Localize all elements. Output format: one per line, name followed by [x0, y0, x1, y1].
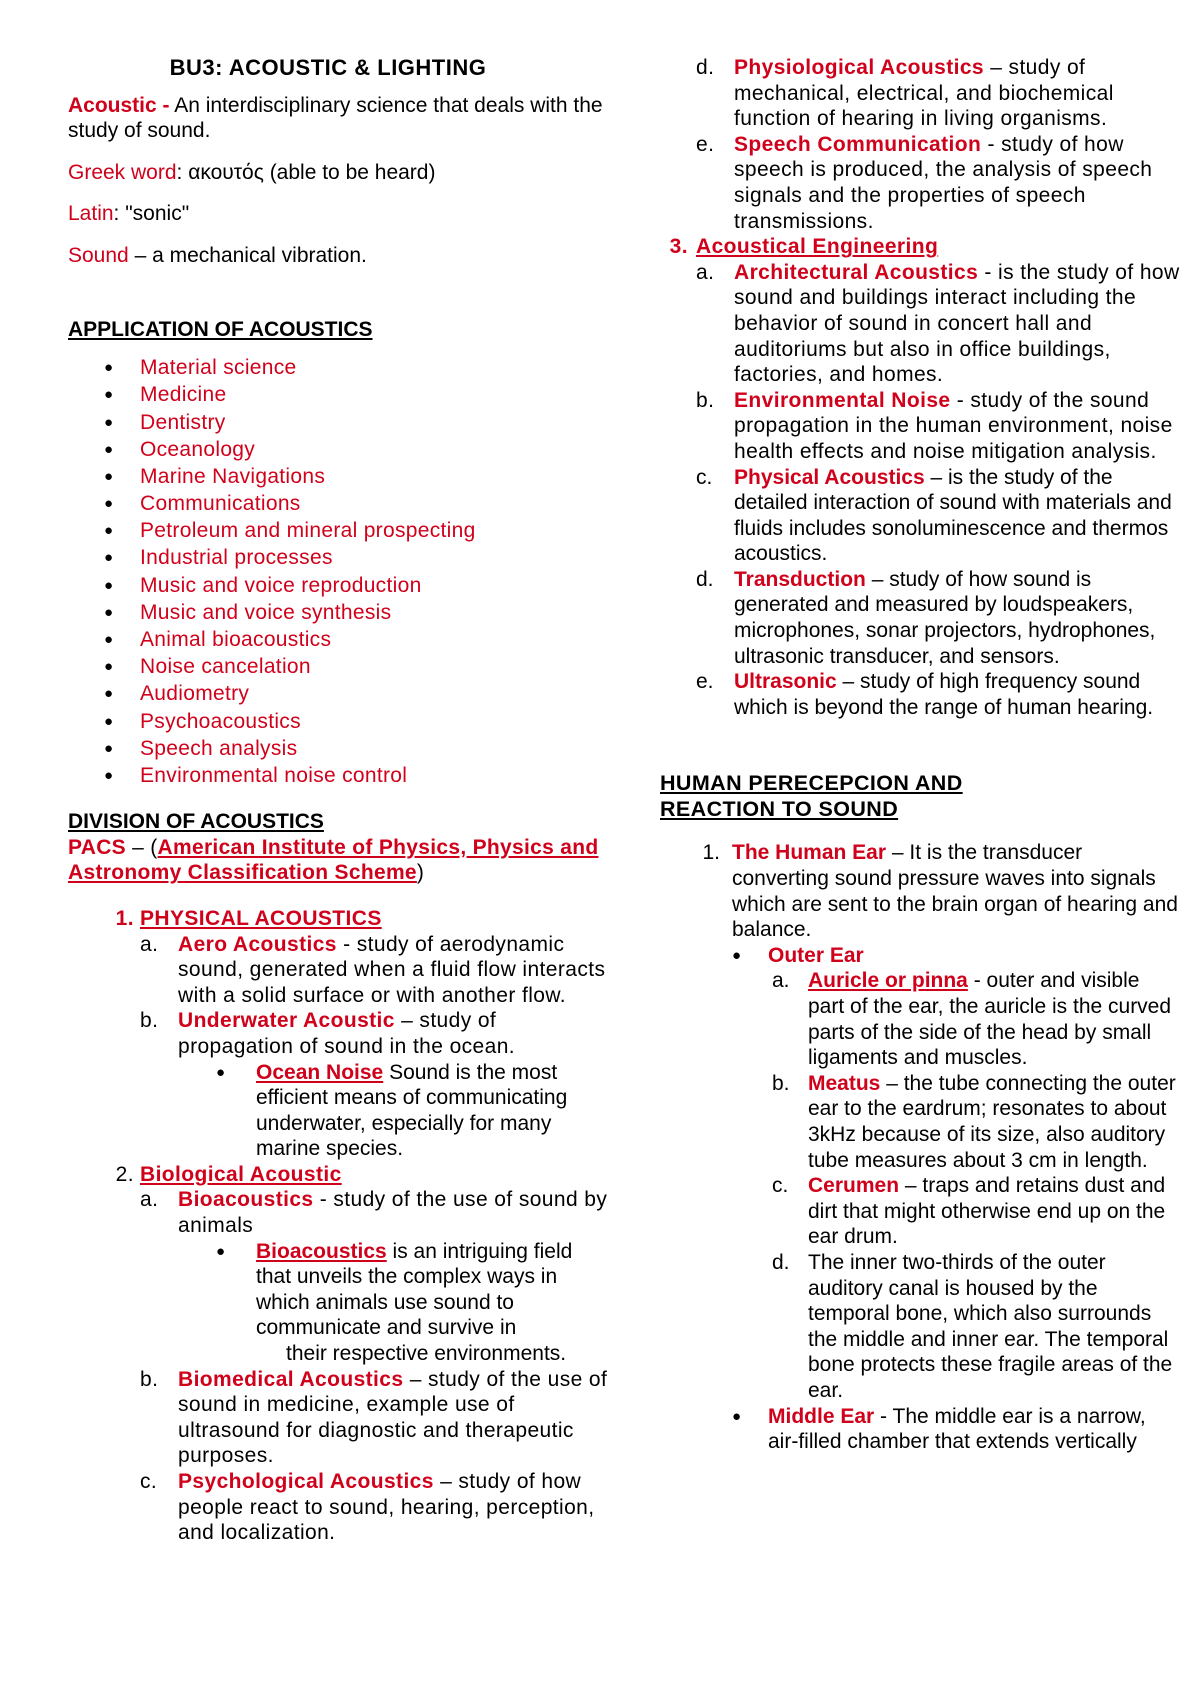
application-item [68, 708, 608, 735]
item-letter: d. [696, 567, 714, 591]
cerumen-item [660, 1173, 1180, 1250]
application-label: Material science [140, 356, 297, 380]
bullet-dot-icon: ● [104, 766, 114, 784]
item-letter: a. [772, 969, 790, 993]
physical-acoustics-item [68, 906, 608, 932]
ultrasonic-term: Ultrasonic [734, 670, 837, 694]
greek-word [68, 160, 608, 186]
human-perception-heading: HUMAN PERECEPCION AND REACTION TO SOUND [660, 771, 963, 822]
item-number: 1. [702, 841, 720, 865]
item-letter: b. [140, 1009, 159, 1033]
auricle-def: - outer and visible part of the ear, the auricle is the curved parts of the side of the head by small ligaments and muscles. [808, 969, 1172, 1070]
acoustical-engineering-heading: Acoustical Engineering [696, 235, 939, 259]
architectural-term: Architectural Acoustics [734, 260, 979, 284]
cerumen-term: Cerumen [808, 1174, 900, 1198]
bioacoustics-def: - study of the use of sound by animals [178, 1188, 608, 1238]
item-letter: c. [140, 1470, 158, 1493]
architectural-acoustics-item [660, 260, 1180, 388]
outer-ear-item [660, 943, 1180, 969]
psychological-def: – study of how people react to sound, hearing, perception, and localization. [178, 1470, 595, 1545]
application-item [68, 490, 608, 517]
auricle-term: Auricle or pinna [808, 969, 968, 993]
application-item [68, 409, 608, 436]
application-item [68, 463, 608, 490]
bullet-dot-icon: ● [104, 685, 114, 703]
ocean-noise-item [68, 1060, 608, 1162]
applications-heading: APPLICATION OF ACOUSTICS [68, 317, 373, 341]
pacs-dash: – ( [126, 835, 158, 859]
meatus-def: – the tube connecting the outer ear to the eardrum; resonates to about 3kHz because of its size, also auditory tube measures about 3 cm in length. [808, 1071, 1176, 1172]
page-title: BU3: ACOUSTIC & LIGHTING [169, 55, 487, 80]
environmental-def: - study of the sound propagation in the human environment, noise health effects and noise mitigation analysis. [734, 388, 1173, 463]
meatus-term: Meatus [808, 1071, 881, 1095]
greek-value: : ακουτός (able to be heard) [176, 160, 436, 184]
application-item [68, 572, 608, 599]
sound-term: Sound [68, 243, 129, 267]
physical-acoustics-sub-item [660, 465, 1180, 567]
biomedical-acoustics-item [68, 1367, 608, 1469]
biological-acoustic-heading: Biological Acoustic [140, 1162, 342, 1186]
applications-list [68, 354, 608, 789]
item-number: 1. [115, 906, 134, 930]
bullet-dot-icon: ● [104, 658, 114, 676]
bioacoustics-note-def: is an intriguing field that unveils the complex ways in which animals use sound to communicate and survive in [256, 1239, 573, 1340]
bullet-dot-icon: ● [104, 440, 114, 458]
bioacoustics-note-term: Bioacoustics [256, 1239, 387, 1263]
application-item [68, 653, 608, 680]
environmental-term: Environmental Noise [734, 388, 951, 412]
pacs-close: ) [416, 861, 425, 885]
transduction-item [660, 567, 1180, 669]
latin-word [68, 201, 608, 227]
pacs-link[interactable]: American Institute of Physics, Physics and Astronomy Classification Scheme [68, 835, 599, 885]
application-item [68, 354, 608, 381]
item-letter: d. [772, 1250, 790, 1274]
acoustic-def: An interdisciplinary science that deals with the study of sound. [68, 93, 603, 143]
bullet-dot-icon: ● [104, 549, 114, 567]
aero-term: Aero Acoustics [178, 932, 337, 956]
bullet-dot-icon: ● [216, 1063, 226, 1081]
item-letter: e. [696, 670, 714, 694]
item-letter: b. [140, 1367, 159, 1391]
sound-definition [68, 243, 608, 269]
application-item [68, 436, 608, 463]
human-ear-def: – It is the transducer converting sound pressure waves into signals which are sent to the brain organ of hearing and balance. [732, 841, 1178, 942]
acoustic-definition [68, 93, 608, 144]
item-number: 2. [115, 1162, 134, 1186]
application-item [68, 735, 608, 762]
inner-canal-item [660, 1250, 1180, 1404]
application-item [68, 599, 608, 626]
application-item [68, 544, 608, 571]
item-letter: a. [140, 1188, 159, 1212]
physiological-term: Physiological Acoustics [734, 56, 984, 79]
speech-def: - study of how speech is produced, the analysis of speech signals and the properties of speech transmissions. [734, 132, 1153, 233]
bullet-dot-icon: ● [104, 631, 114, 649]
application-label: Petroleum and mineral prospecting [140, 519, 476, 543]
bioacoustics-item [68, 1187, 608, 1238]
application-label: Psychoacoustics [140, 709, 301, 733]
acoustic-term: Acoustic - [68, 93, 170, 117]
bullet-dot-icon: ● [732, 1407, 742, 1425]
ocean-noise-def: Sound is the most efficient means of communicating underwater, especially for many marine species. [256, 1060, 568, 1161]
greek-label: Greek word [68, 160, 177, 184]
application-label: Medicine [140, 383, 227, 407]
physical-acoustics-heading: PHYSICAL ACOUSTICS [140, 906, 382, 930]
bioacoustics-note-tail: their respective environments. [286, 1342, 567, 1366]
bullet-dot-icon: ● [104, 359, 114, 377]
middle-ear-def: - The middle ear is a narrow, air-filled chamber that extends vertically [768, 1404, 1146, 1454]
aero-acoustics-item [68, 932, 608, 1009]
bullet-dot-icon: ● [216, 1242, 226, 1260]
physical-def: – is the study of the detailed interaction of sound with materials and fluids includes sonoluminescence and thermos acoustics. [734, 465, 1172, 566]
auricle-item [660, 968, 1180, 1070]
underwater-acoustic-item [68, 1008, 608, 1059]
bullet-dot-icon: ● [104, 576, 114, 594]
application-label: Noise cancelation [140, 655, 311, 679]
physical-term: Physical Acoustics [734, 465, 925, 489]
bullet-dot-icon: ● [104, 603, 114, 621]
item-letter: b. [696, 388, 715, 412]
right-column [660, 55, 1180, 1455]
psychological-term: Psychological Acoustics [178, 1470, 434, 1493]
application-label: Audiometry [140, 682, 250, 706]
bullet-dot-icon: ● [104, 739, 114, 757]
item-letter: d. [696, 56, 715, 79]
biological-acoustic-item [68, 1162, 608, 1188]
aero-def: - study of aerodynamic sound, generated when a fluid flow interacts with a solid surface or with another flow. [178, 932, 606, 1007]
physiological-acoustics-item [660, 55, 1180, 132]
bullet-dot-icon: ● [104, 522, 114, 540]
item-number: 3. [669, 235, 688, 259]
bullet-dot-icon: ● [104, 413, 114, 431]
environmental-noise-item [660, 388, 1180, 465]
ocean-noise-term: Ocean Noise [256, 1060, 384, 1084]
acoustical-engineering-item [660, 234, 1180, 260]
latin-value: : "sonic" [113, 202, 190, 226]
application-label: Marine Navigations [140, 464, 326, 488]
biomedical-term: Biomedical Acoustics [178, 1367, 404, 1391]
item-letter: e. [696, 132, 715, 156]
item-letter: c. [696, 465, 713, 489]
bioacoustics-term: Bioacoustics [178, 1188, 314, 1212]
meatus-item [660, 1071, 1180, 1173]
ultrasonic-item [660, 669, 1180, 720]
transduction-def: – study of how sound is generated and measured by loudspeakers, microphones, sonar projectors, hydrophones, ultrasonic transducer, and sensors. [734, 567, 1156, 668]
division-heading: DIVISION OF ACOUSTICS [68, 810, 324, 834]
application-label: Music and voice reproduction [140, 573, 422, 597]
bullet-dot-icon: ● [104, 712, 114, 730]
application-label: Industrial processes [140, 546, 333, 570]
bullet-dot-icon: ● [104, 495, 114, 513]
middle-ear-item [660, 1404, 1180, 1455]
physiological-def: – study of mechanical, electrical, and biochemical function of hearing in living organisms. [734, 56, 1114, 131]
underwater-def: – study of propagation of sound in the ocean. [178, 1009, 516, 1058]
biomedical-def: – study of the use of sound in medicine, example use of ultrasound for diagnostic and therapeutic purposes. [178, 1367, 608, 1468]
application-label: Music and voice synthesis [140, 600, 392, 624]
application-item [68, 762, 608, 789]
sound-def: – a mechanical vibration. [128, 243, 367, 267]
underwater-term: Underwater Acoustic [178, 1009, 395, 1033]
inner-canal-def: The inner two-thirds of the outer auditory canal is housed by the temporal bone, which also surrounds the middle and inner ear. The temporal bone protects these fragile areas of the ear. [808, 1250, 1173, 1402]
psychological-acoustics-item [68, 1469, 608, 1546]
application-item [68, 680, 608, 707]
latin-label: Latin [68, 202, 114, 226]
application-item [68, 626, 608, 653]
bullet-dot-icon: ● [104, 386, 114, 404]
cerumen-def: – traps and retains dust and dirt that might otherwise end up on the ear drum. [808, 1174, 1166, 1249]
transduction-term: Transduction [734, 567, 866, 591]
application-item [68, 381, 608, 408]
application-label: Oceanology [140, 437, 256, 461]
item-letter: b. [772, 1071, 790, 1095]
application-label: Dentistry [140, 410, 226, 434]
application-item [68, 517, 608, 544]
item-letter: a. [140, 932, 159, 956]
pacs-label: PACS [68, 835, 126, 859]
item-letter: c. [772, 1174, 789, 1198]
middle-ear-term: Middle Ear [768, 1404, 875, 1428]
ultrasonic-def: – study of high frequency sound which is beyond the range of human hearing. [734, 670, 1154, 719]
bioacoustics-note-item [68, 1239, 608, 1367]
bullet-dot-icon: ● [732, 946, 742, 964]
bullet-dot-icon: ● [104, 467, 114, 485]
item-letter: a. [696, 260, 715, 284]
human-ear-term: The Human Ear [732, 841, 887, 865]
application-label: Environmental noise control [140, 763, 408, 787]
human-ear-item [660, 840, 1180, 942]
architectural-def: - is the study of how sound and buildings interact including the behavior of sound in concert hall and auditoriums but also in office buildings, factories, and homes. [734, 260, 1180, 387]
speech-term: Speech Communication [734, 132, 982, 156]
application-label: Communications [140, 492, 301, 516]
application-label: Speech analysis [140, 736, 298, 760]
pacs-line [68, 835, 608, 886]
speech-communication-item [660, 132, 1180, 234]
left-column [68, 55, 608, 1546]
application-label: Animal bioacoustics [140, 628, 332, 652]
outer-ear-term: Outer Ear [768, 943, 864, 967]
